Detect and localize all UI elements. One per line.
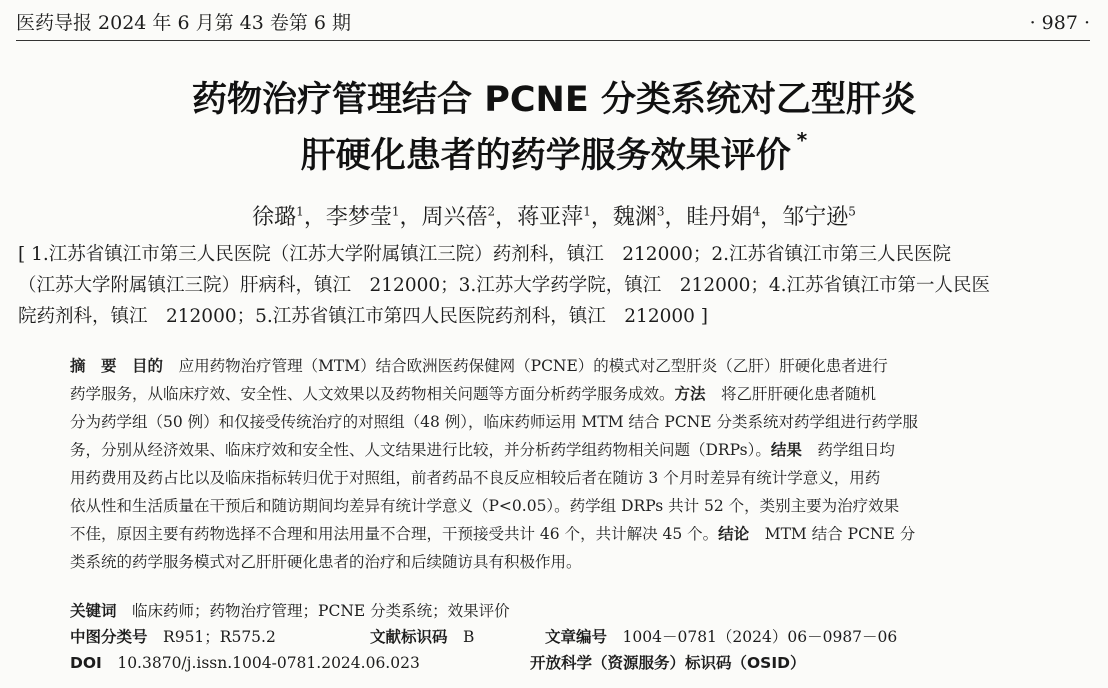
page-number: · 987 · xyxy=(1029,12,1090,34)
doi-value[interactable]: 10.3870/j.issn.1004-0781.2024.06.023 xyxy=(117,654,420,672)
article-title-line-2: 肝硬化患者的药学服务效果评价 * xyxy=(300,128,808,176)
abstract-label: 摘 要 xyxy=(70,357,117,375)
author: 邹宁逊$^5$ xyxy=(782,204,856,230)
author-list: 徐璐$^1$，李梦莹$^1$，周兴蓓$^2$，蒋亚萍$^1$，魏渊$^3$，眭丹娟$^4$，邹宁逊$^5$ xyxy=(252,204,856,230)
affiliation-line: 院药剂科，镇江 212000；5.江苏省镇江市第四人民医院药剂科，镇江 212000 ] xyxy=(18,306,708,327)
author: 魏渊$^3$ xyxy=(612,204,665,230)
abstract-line: 类系统的药学服务模式对乙肝肝硬化患者的治疗和后续随访具有积极作用。 xyxy=(70,553,582,571)
abstract-line: 依从性和生活质量在干预后和随访期间均差异有统计学意义（P<0.05）。药学组 DRPs 共计 52 个，类别主要为治疗效果 xyxy=(70,497,900,515)
conclusion-label: 结论 xyxy=(718,525,750,543)
methods-label: 方法 xyxy=(674,385,706,403)
abstract-line: 药学服务，从临床疗效、安全性、人文效果以及药物相关问题等方面分析药学服务成效。方法 将乙肝肝硬化患者随机 xyxy=(70,385,877,403)
affiliation-line: [ 1.江苏省镇江市第三人民医院（江苏大学附属镇江三院）药剂科，镇江 212000；2.江苏省镇江市第三人民医院 xyxy=(18,244,952,265)
keywords-value: 临床药师；药物治疗管理；PCNE 分类系统；效果评价 xyxy=(132,602,510,620)
osid-label: 开放科学（资源服务）标识码（OSID） xyxy=(530,654,806,672)
funding-mark: * xyxy=(796,128,808,152)
abstract-line: 摘 要 目的 应用药物治疗管理（MTM）结合欧洲医药保健网（PCNE）的模式对乙型肝炎（乙肝）肝硬化患者进行 xyxy=(70,357,888,375)
running-header xyxy=(16,6,1090,41)
doi-entry xyxy=(70,649,420,677)
clc-value: R951；R575.2 xyxy=(163,628,276,646)
objective-label: 目的 xyxy=(132,357,164,375)
clc-label: 中图分类号 xyxy=(70,628,148,646)
article-title-line-1: 药物治疗管理结合 PCNE 分类系统对乙型肝炎 xyxy=(192,80,916,120)
author: 眭丹娟$^4$ xyxy=(686,204,761,230)
abstract-line: 不佳，原因主要有药物选择不合理和用法用量不合理，干预接受共计 46 个，共计解决 45 个。结论 MTM 结合 PCNE 分 xyxy=(70,525,916,543)
doc-code-value: B xyxy=(463,628,475,646)
results-label: 结果 xyxy=(770,441,802,459)
doc-code-entry xyxy=(370,623,474,651)
author: 徐璐$^1$ xyxy=(252,204,304,230)
clc-entry xyxy=(70,623,276,651)
article-number-entry xyxy=(545,623,897,651)
article-number-value: 1004－0781（2024）06－0987－06 xyxy=(622,628,898,646)
author: 周兴蓓$^2$ xyxy=(421,204,496,230)
keywords-line xyxy=(70,597,510,625)
affiliation-line: （江苏大学附属镇江三院）肝病科，镇江 212000；3.江苏大学药学院，镇江 212000；4.江苏省镇江市第一人民医 xyxy=(18,275,991,296)
abstract-line: 分为药学组（50 例）和仅接受传统治疗的对照组（48 例），临床药师运用 MTM 结合 PCNE 分类系统对药学组进行药学服 xyxy=(70,413,919,431)
abstract-line: 务，分别从经济效果、临床疗效和安全性、人文结果进行比较，并分析药学组药物相关问题（DRPs）。结果 药学组日均 xyxy=(70,441,895,459)
journal-issue-line: 医药导报 2024 年 6 月第 43 卷第 6 期 xyxy=(16,12,352,34)
author: 蒋亚萍$^1$ xyxy=(517,204,591,230)
author: 李梦莹$^1$ xyxy=(325,204,400,230)
doc-code-label: 文献标识码 xyxy=(370,628,448,646)
abstract-line: 用药费用及药占比以及临床指标转归优于对照组，前者药品不良反应相较后者在随访 3 个月时差异有统计学意义，用药 xyxy=(70,469,881,487)
article-number-label: 文章编号 xyxy=(545,628,608,646)
keywords-label: 关键词 xyxy=(70,602,117,620)
doi-label: DOI xyxy=(70,654,102,672)
